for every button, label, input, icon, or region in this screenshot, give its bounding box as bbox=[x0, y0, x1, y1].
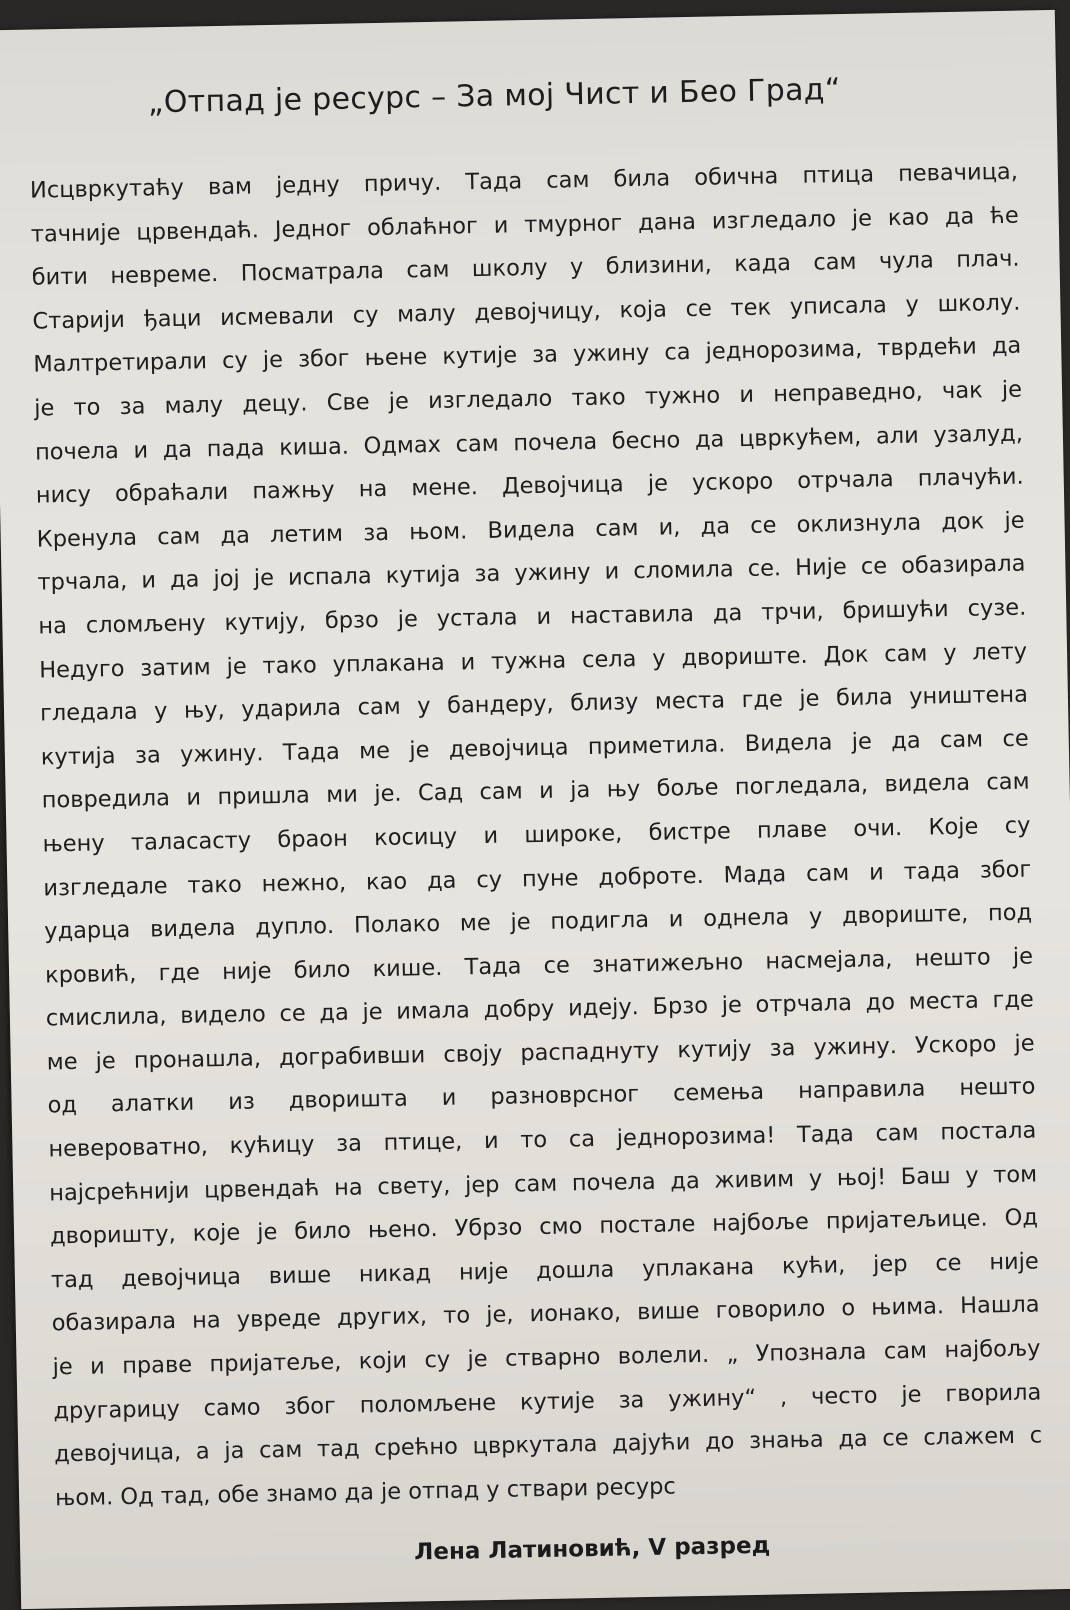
story-line: кутија за ужину. Тада ме је девојчица приметила. Видела је да сам се bbox=[40, 725, 1029, 771]
story-line: смислила, видело се да је имала добру идеју. Брзо је отрчала до места где bbox=[45, 986, 1034, 1032]
story-line: је и праве пријатеље, који су је стварно волели. „ Упознала сам најбољу bbox=[52, 1335, 1041, 1381]
story-line: ме је пронашла, дограбивши своју распаднуту кутију за ужину. Ускоро је bbox=[46, 1030, 1035, 1076]
story-line: бити невреме. Посматрала сам школу у близини, када сам чула плач. bbox=[31, 245, 1020, 291]
author-signature: Лена Латиновић, V разред bbox=[413, 1532, 771, 1566]
story-line: невероватно, кућицу за птице, и то са једнорозима! Тада сам постала bbox=[48, 1117, 1037, 1163]
story-line: обазирала на увреде других, то је, ионако, више говорило о њима. Нашла bbox=[51, 1291, 1040, 1337]
story-line: од алатки из дворишта и разноврсног семења направила нешто bbox=[47, 1073, 1036, 1119]
story-line: Исцвркутаћу вам једну причу. Тада сам била обична птица певачица, bbox=[29, 158, 1019, 204]
story-line: трчала, и да јој је испала кутија за ужину и сломила се. Није се обазирала bbox=[37, 550, 1026, 596]
story-line: на сломљену кутију, брзо је устала и наставила да трчи, бришући сузе. bbox=[38, 594, 1027, 640]
story-line: нису обраћали пажњу на мене. Девојчица је ускоро отрчала плачући. bbox=[35, 463, 1024, 509]
story-line: ударца видела дупло. Полако ме је подигла и однела у двориште, под bbox=[44, 899, 1033, 945]
story-line-last: њом. Од тад, обе знамо да је отпад у ствари ресурс bbox=[54, 1473, 677, 1512]
story-line: Малтретирали су је због њене кутије за ужину са једнорозима, тврдећи да bbox=[33, 333, 1022, 378]
story-line: тад девојчица више никад није дошла уплакана кући, јер се није bbox=[50, 1248, 1040, 1294]
story-line: дворишту, које је било њено. Убрзо смо постале најбоље пријатељице. Од bbox=[49, 1204, 1039, 1250]
story-line: најсрећнији црвендаћ на свету, јер сам почела да живим у њој! Баш у том bbox=[49, 1161, 1038, 1207]
story-line: изгледале тако нежно, као да су пуне доброте. Мада сам и тада због bbox=[43, 856, 1032, 902]
document-page bbox=[0, 10, 1070, 1609]
story-line: тачније црвендаћ. Једног облаћног и тмурног дана изгледало је као да ће bbox=[30, 202, 1019, 248]
story-line: кровић, где није било кише. Тада се знатижељно насмејала, нешто је bbox=[44, 943, 1034, 989]
story-line: Недуго затим је тако уплакана и тужна села у двориште. Док сам у лету bbox=[38, 638, 1028, 684]
story-line: њену таласасту браон косицу и широке, бистре плаве очи. Које су bbox=[42, 812, 1031, 858]
story-line: девојчица, а ја сам тад срећно цвркутала дајући до знања да се слажем с bbox=[54, 1422, 1043, 1468]
story-line: Кренула сам да летим за њом. Видела сам и, да се оклизнула док је bbox=[36, 507, 1025, 553]
story-line: је то за малу децу. Све је изгледало тако тужно и неправедно, чак је bbox=[33, 376, 1023, 422]
story-line: гледала у њу, ударила сам у бандеру, близу места где је била уништена bbox=[39, 681, 1029, 727]
story-line: повредила и пришла ми је. Сад сам и ја њу боље погледала, видела сам bbox=[41, 768, 1030, 814]
story-body bbox=[30, 151, 1044, 1521]
document-title: „Отпад је ресурс – За мој Чист и Бео Град“ bbox=[147, 72, 841, 121]
story-line: Старији ђаци исмевали су малу девојчицу, која се тек уписала у школу. bbox=[32, 289, 1021, 335]
story-line: почела и да пада киша. Одмах сам почела бесно да цвркућем, али узалуд, bbox=[34, 420, 1024, 466]
story-line: другарицу само због поломљене кутије за ужину“ , често је гворила bbox=[53, 1379, 1042, 1425]
